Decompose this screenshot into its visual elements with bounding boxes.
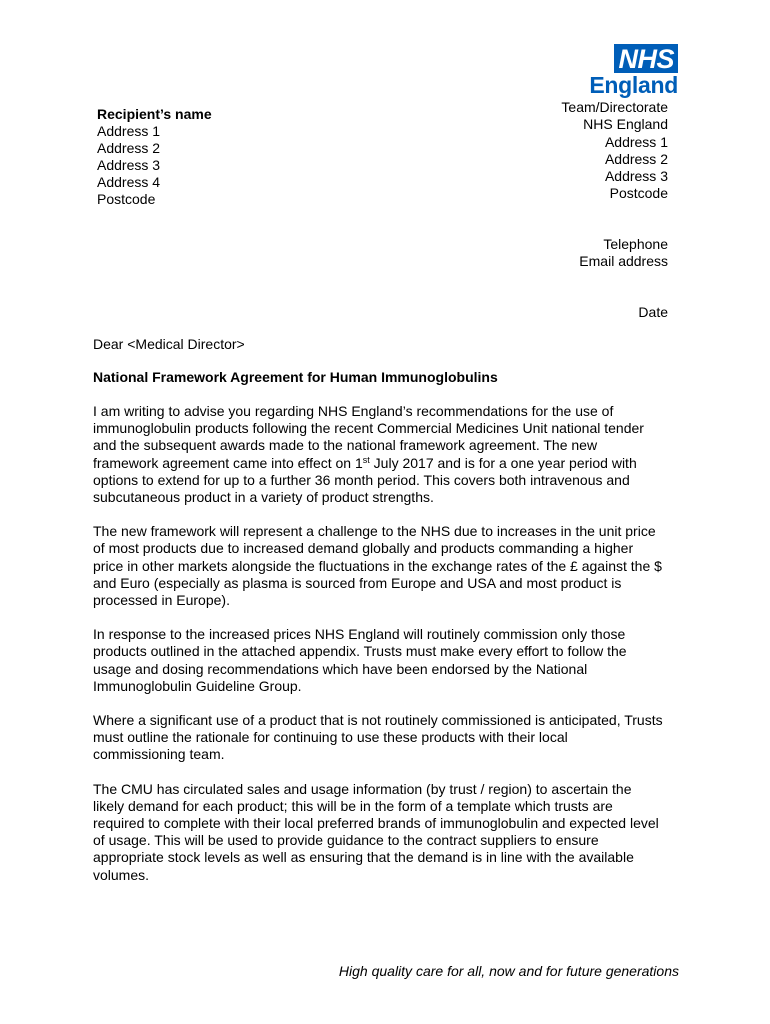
sender-email: Email address <box>579 253 668 269</box>
recipient-address-line: Address 4 <box>97 174 161 190</box>
nhs-logo-mark: NHS <box>614 44 678 73</box>
sender-address-line: Address 2 <box>604 150 668 167</box>
sender-team: Team/Directorate <box>561 99 668 115</box>
body-paragraph: The CMU has circulated sales and usage information (by trust / region) to ascertain the likely demand for each product; this will be in the form of a template which trusts are required to complete with their local preferred brands of immunoglobulin and expected level of usage. This will be used to provide guidance to the contract suppliers to ensure appropriate stock levels as well as ensuring that the demand is in line with the available volumes. <box>93 780 659 883</box>
nhs-england-logo <box>586 44 678 98</box>
recipient-name: Recipient’s name <box>97 106 212 122</box>
body-paragraph <box>93 403 663 506</box>
letter-subject: National Framework Agreement for Human Immunoglobulins <box>93 369 498 385</box>
recipient-address-line: Address 2 <box>97 140 161 156</box>
recipient-address-block <box>97 106 212 208</box>
sender-address-block <box>561 99 668 203</box>
body-paragraph-text: I am writing to advise you regarding NHS England’s recommendations for the use of immunoglobulin products following the recent Commercial Medicines Unit national tender and the subsequent awards made to the national framework agreement. The new framework agreement came into effect on 1 <box>93 403 644 471</box>
footer-strapline: High quality care for all, now and for future generations <box>338 963 679 979</box>
ordinal-suffix: st <box>362 454 370 465</box>
sender-telephone: Telephone <box>603 236 668 252</box>
sender-postcode: Postcode <box>609 185 668 202</box>
recipient-address-line: Address 1 <box>97 123 161 139</box>
body-paragraph: In response to the increased prices NHS England will routinely commission only those products outlined in the attached appendix. Trusts must make every effort to follow the usage and dosing recommendations which have been endorsed by the National Immunoglobulin Guideline Group. <box>93 626 627 694</box>
sender-organisation: NHS England <box>583 116 668 133</box>
body-paragraph: Where a significant use of a product that is not routinely commissioned is anticipated, Trusts must outline the rationale for continuing to use these products with their local commissioning team. <box>93 712 663 763</box>
nhs-logo-region: England <box>589 72 678 98</box>
sender-contact-block <box>579 236 668 270</box>
recipient-postcode: Postcode <box>97 191 156 207</box>
letter-date: Date <box>638 304 668 320</box>
sender-address-line: Address 1 <box>604 133 668 150</box>
body-paragraph-text: July 2017 and is for a one year period with options to extend for up to a further 36 month period. This covers both intravenous and subcutaneous product in a variety of product strengths. <box>93 454 637 506</box>
letter-body <box>93 403 663 901</box>
salutation: Dear <Medical Director> <box>93 336 245 352</box>
recipient-address-line: Address 3 <box>97 157 161 173</box>
sender-address-line: Address 3 <box>604 168 668 185</box>
body-paragraph: The new framework will represent a challenge to the NHS due to increases in the unit price of most products due to increased demand globally and products commanding a higher price in other markets alongside the fluctuations in the exchange rates of the £ against the $ and Euro (especially as plasma is sourced from Europe and USA and most product is processed in Europe). <box>93 523 662 609</box>
